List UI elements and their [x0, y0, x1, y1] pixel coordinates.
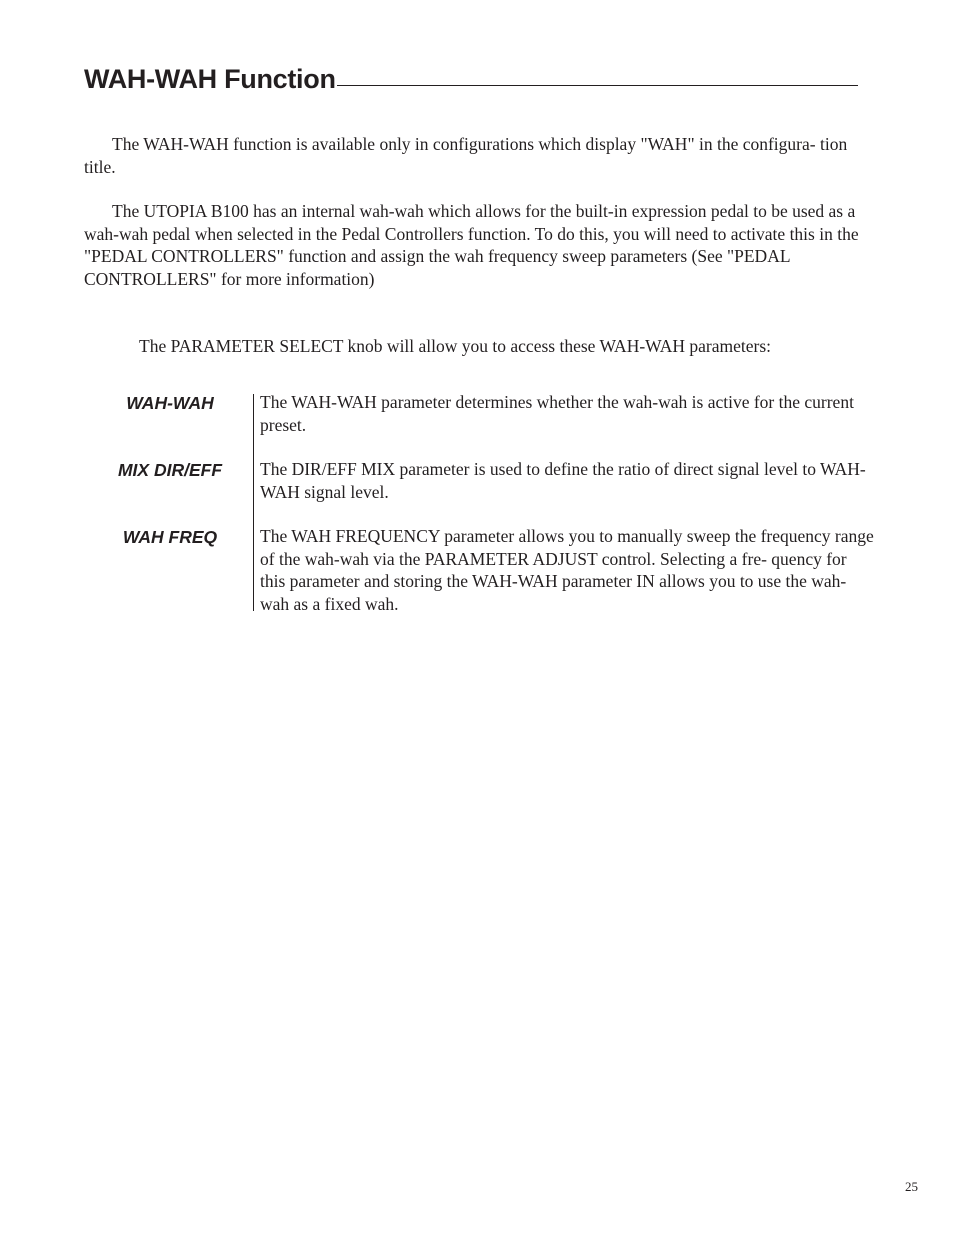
param-name-wah-wah: WAH-WAH: [126, 393, 214, 413]
param-desc-mix-dir-eff: The DIR/EFF MIX parameter is used to define the ratio of direct signal level to WAH-WAH signal level.: [260, 459, 866, 502]
parameter-divider: [253, 394, 254, 611]
heading-row: [84, 62, 858, 96]
paragraph-availability: The WAH-WAH function is available only in configurations which display "WAH" in the configura- tion title.: [84, 134, 848, 177]
param-name-wah-freq: WAH FREQ: [122, 527, 218, 547]
page-title: WAH-WAH Function: [84, 64, 336, 94]
parameter-intro: The PARAMETER SELECT knob will allow you to access these WAH-WAH parameters:: [139, 336, 772, 356]
page-number: 25: [905, 1179, 918, 1194]
paragraph-internal-wah: The UTOPIA B100 has an internal wah-wah which allows for the built-in expression pedal to be used as a wah-wah pedal when selected in the Pedal Controllers function. To do this, you will need to activate this in the "PEDAL CONTROLLERS" function and assign the wah frequency sweep parameters (See "PEDAL CONTROLLERS" for more information): [84, 201, 859, 290]
title-rule: [337, 85, 858, 86]
param-desc-wah-freq: The WAH FREQUENCY parameter allows you to manually sweep the frequency range of the wah-wah via the PARAMETER ADJUST control. Selecting a fre- quency for this parameter and storing the WAH-WAH parameter IN allows you to use the wah-wah as a fixed wah.: [260, 526, 874, 615]
param-desc-wah-wah: The WAH-WAH parameter determines whether the wah-wah is active for the current preset.: [260, 392, 854, 435]
param-name-mix-dir-eff: MIX DIR/EFF: [117, 460, 223, 480]
